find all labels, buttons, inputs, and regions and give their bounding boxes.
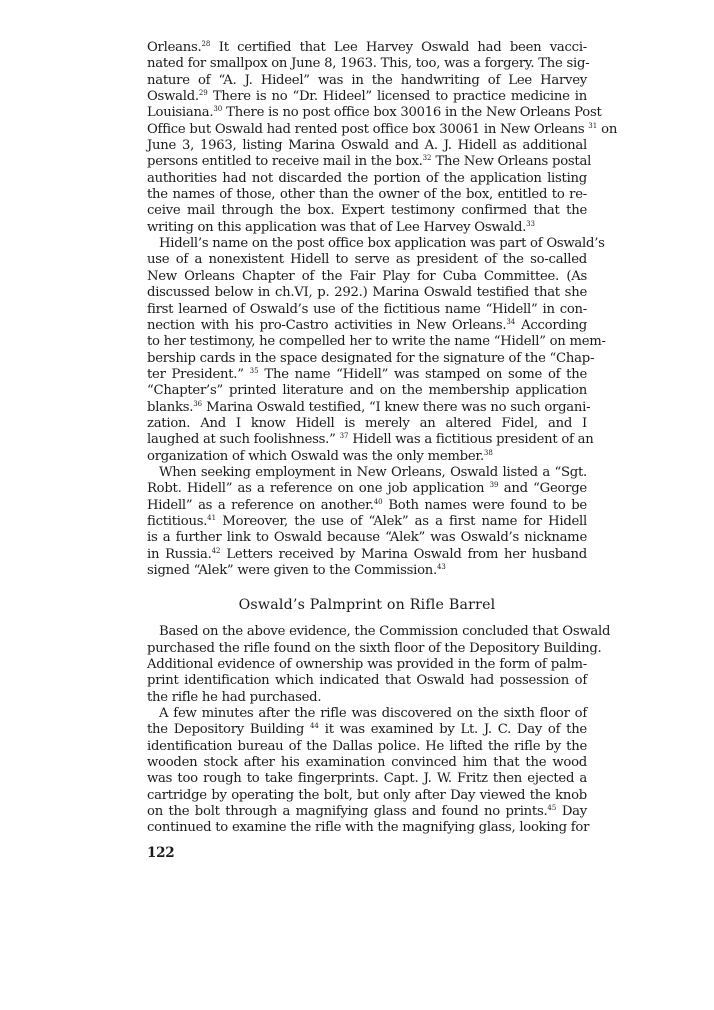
footnote-reference: 29 [198,89,208,98]
paragraph [147,624,611,706]
text-line: bership cards in the space designated for the signature of the “Chap- [147,350,595,366]
body-text-before-heading [147,40,618,579]
text-line: fictitious.$^{41}$ Moreover, the use of “Alek” as a first name for Hidell [147,513,587,529]
text-line: was too rough to take fingerprints. Capt. J. W. Fritz then ejected a [147,771,587,787]
footnote-reference: 45 [547,804,557,813]
text-line: nated for smallpox on June 8, 1963. This, too, was a forgery. The sig- [147,56,590,72]
text-line: nature of “A. J. Hideel” was in the handwriting of Lee Harvey [147,72,587,88]
text-line: zation. And I know Hidell is merely an altered Fidel, and I [147,415,587,431]
text-line: blanks.$^{36}$ Marina Oswald testified, “I knew there was no such organi- [147,399,591,415]
text-line: ceive mail through the box. Expert testimony confirmed that the [147,203,587,219]
footnote-reference: 30 [213,105,223,114]
text-line: When seeking employment in New Orleans, Oswald listed a “Sgt. [159,464,587,480]
text-line: in Russia.$^{42}$ Letters received by Marina Oswald from her husband [147,546,587,562]
footnote-reference: 43 [436,563,446,571]
footnote-reference: 40 [373,497,383,506]
paragraph [147,40,618,236]
text-line: June 3, 1963, listing Marina Oswald and A. J. Hidell as additional [147,138,587,154]
text-line: discussed below in ch.VI, p. 292.) Marina Oswald testified that she [147,285,587,301]
footnote-reference: 32 [422,154,432,163]
text-line: writing on this application was that of Lee Harvey Oswald.$^{33}$ [147,219,536,235]
text-line: identification bureau of the Dallas police. He lifted the rifle by the [147,738,587,754]
paragraph [147,465,587,579]
footnote-reference: 42 [211,546,221,555]
text-line: Additional evidence of ownership was provided in the form of palm- [147,657,587,673]
text-line: the Depository Building $^{44}$ it was examined by Lt. J. C. Day of the [147,722,587,738]
text-line: is a further link to Oswald because “Alek” was Oswald’s nickname [147,530,587,546]
text-line: persons entitled to receive mail in the box.$^{32}$ The New Orleans postal [147,154,592,170]
footnote-reference: 28 [201,40,211,48]
text-line: Office but Oswald had rented post office box 30061 in New Orleans $^{31}$ on [147,121,618,137]
footnote-reference: 44 [309,722,319,731]
paragraph [147,236,606,465]
text-line: use of a nonexistent Hidell to serve as president of the so-called [147,252,587,268]
text-line: Louisiana.$^{30}$ There is no post office box 30016 in the New Orleans Post [147,105,602,121]
text-line: A few minutes after the rifle was discovered on the sixth floor of [159,706,587,722]
text-line: cartridge by operating the bolt, but only after Day viewed the knob [147,787,587,803]
footnote-reference: 38 [483,448,493,457]
text-line: Hidell” as a reference on another.$^{40}$ Both names were found to be [147,497,587,513]
text-line: signed “Alek” were given to the Commission.$^{43}$ [147,563,446,578]
text-line: purchased the rifle found on the sixth floor of the Depository Building. [147,640,602,656]
text-line: on the bolt through a magnifying glass and found no prints.$^{45}$ Day [147,804,587,820]
text-line: laughed at such foolishness.” $^{37}$ Hidell was a fictitious president of an [147,432,594,448]
text-line: wooden stock after his examination convinced him that the wood [147,755,587,771]
text-line: “Chapter’s” printed literature and on the membership application [147,383,587,399]
text-line: the rifle he had purchased. [147,689,322,705]
paragraph [147,706,590,837]
text-line: organization of which Oswald was the only member.$^{38}$ [147,448,493,464]
text-line: Robt. Hidell” as a reference on one job application $^{39}$ and “George [147,481,587,497]
footnote-reference: 33 [526,219,536,228]
text-line: nection with his pro-Castro activities in New Orleans.$^{34}$ According [147,317,587,333]
footnote-reference: 41 [207,513,217,522]
footnote-reference: 37 [339,432,349,441]
text-line: to her testimony, he compelled her to write the name “Hidell” on mem- [147,334,606,350]
text-line: ter President.” $^{35}$ The name “Hidell” was stamped on some of the [147,366,587,382]
text-line: continued to examine the rifle with the magnifying glass, looking for [147,820,590,836]
text-line: first learned of Oswald’s use of the fictitious name “Hidell” in con- [147,301,587,317]
section-heading: Oswald’s Palmprint on Rifle Barrel [238,597,496,614]
text-line: print identification which indicated that Oswald had possession of [147,673,587,689]
document-page [147,40,618,862]
footnote-reference: 34 [506,317,516,326]
footnote-reference: 35 [249,366,259,375]
text-line: New Orleans Chapter of the Fair Play for Cuba Committee. (As [147,268,587,284]
footnote-reference: 39 [489,481,499,490]
text-line: Based on the above evidence, the Commission concluded that Oswald [159,624,611,640]
page-number: 122 [147,844,175,861]
text-line: authorities had not discarded the portion of the application listing [147,170,587,186]
text-line: the names of those, other than the owner of the box, entitled to re- [147,187,587,203]
text-line: Hidell’s name on the post office box application was part of Oswald’s [159,236,605,252]
footnote-reference: 36 [193,399,203,408]
text-line: Oswald.$^{29}$ There is no “Dr. Hideel” licensed to practice medicine in [147,89,587,105]
body-text-after-heading [147,624,611,836]
footnote-reference: 31 [588,121,598,130]
text-line: Orleans.$^{28}$ It certified that Lee Harvey Oswald had been vacci- [147,40,587,55]
